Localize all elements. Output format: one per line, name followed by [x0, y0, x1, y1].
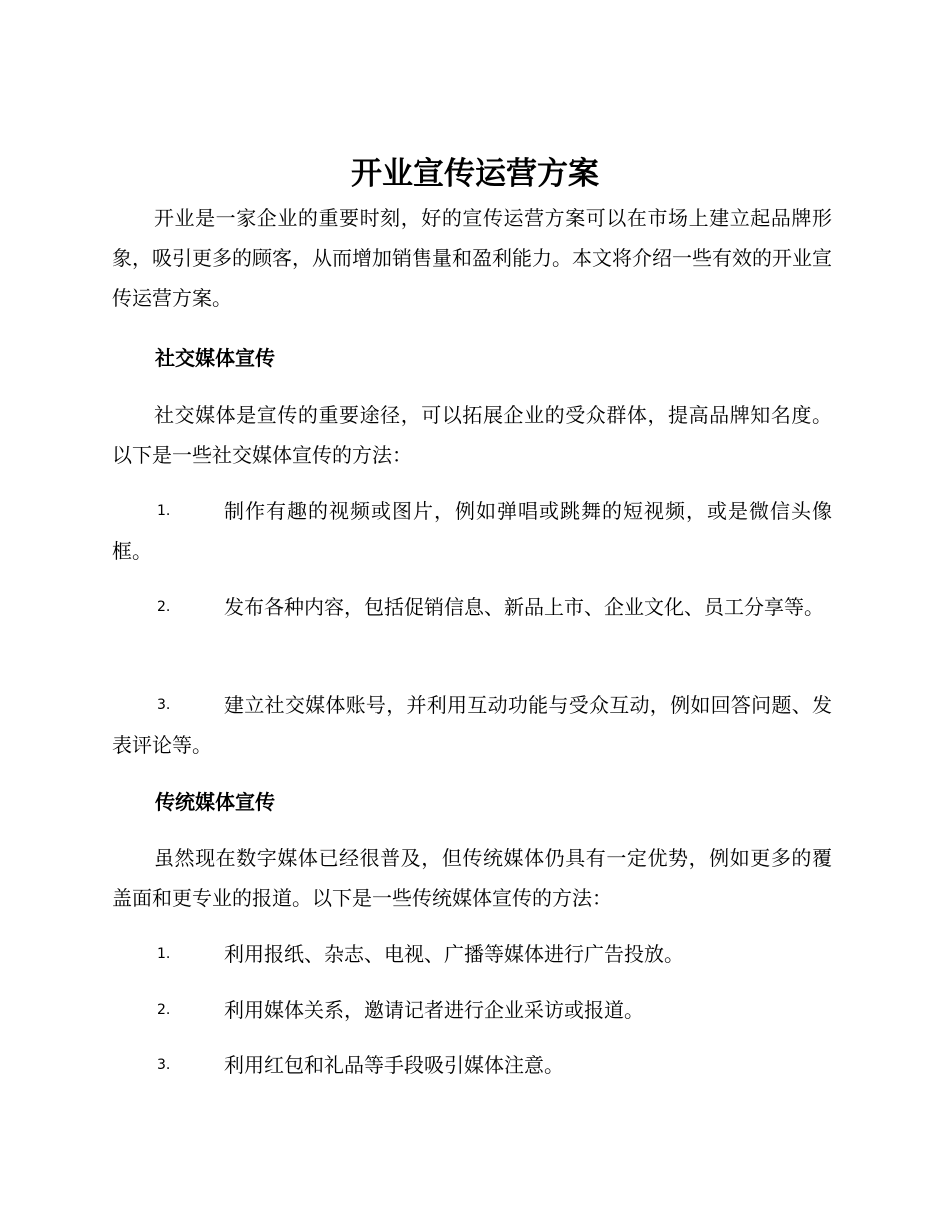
list-item-number: 3.	[157, 1057, 171, 1073]
section-paragraph-traditional-media: 虽然现在数字媒体已经很普及，但传统媒体仍具有一定优势，例如更多的覆盖面和更专业的报道。以下是一些传统媒体宣传的方法：	[112, 846, 832, 910]
section-heading-traditional-media: 传统媒体宣传	[155, 790, 275, 814]
list-item-number: 2.	[157, 1002, 171, 1018]
list-item-text: 利用报纸、杂志、电视、广播等媒体进行广告投放。	[224, 942, 684, 966]
document-title: 开业宣传运营方案	[351, 156, 599, 192]
list-item-text: 发布各种内容，包括促销信息、新品上市、企业文化、员工分享等。	[224, 595, 824, 619]
list-item-text: 建立社交媒体账号，并利用互动功能与受众互动，例如回答问题、发表评论等。	[112, 693, 832, 757]
list-item-text: 制作有趣的视频或图片，例如弹唱或跳舞的短视频，或是微信头像框。	[112, 499, 832, 563]
list-item-text: 利用媒体关系，邀请记者进行企业采访或报道。	[224, 998, 644, 1022]
intro-paragraph: 开业是一家企业的重要时刻，好的宣传运营方案可以在市场上建立起品牌形象，吸引更多的顾客，从而增加销售量和盈利能力。本文将介绍一些有效的开业宣传运营方案。	[112, 206, 832, 310]
list-item-number: 1.	[157, 503, 171, 519]
list-item-text: 利用红包和礼品等手段吸引媒体注意。	[224, 1053, 564, 1077]
list-item-number: 3.	[157, 697, 171, 713]
section-paragraph-social-media: 社交媒体是宣传的重要途径，可以拓展企业的受众群体，提高品牌知名度。以下是一些社交媒体宣传的方法：	[112, 403, 832, 467]
list-item-number: 1.	[157, 946, 171, 962]
section-heading-social-media: 社交媒体宣传	[155, 346, 275, 370]
list-item-number: 2.	[157, 599, 171, 615]
